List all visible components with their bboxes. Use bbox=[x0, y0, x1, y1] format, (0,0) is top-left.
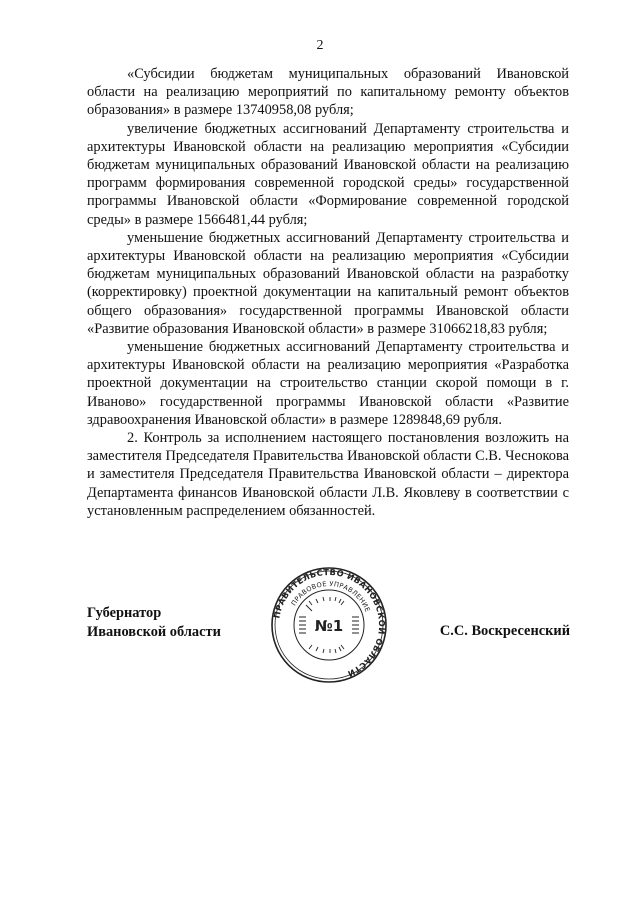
signatory-title-line-1: Губернатор bbox=[87, 605, 162, 621]
paragraph-subsidies-repair: «Субсидии бюджетам муниципальных образований Ивановской области на реализацию мероприятий по капитальному ремонту объектов образования» в размере 13740958,08 рубля; bbox=[87, 66, 569, 119]
page-number: 2 bbox=[316, 38, 324, 53]
stamp-inner-text: ПРАВОВОЕ УПРАВЛЕНИЕ bbox=[289, 579, 372, 614]
paragraph-control-clause: 2. Контроль за исполнением настоящего постановления возложить на заместителя Председателя Правительства Ивановской области С.В. Чеснокова и заместителя Председателя Правительства Ивановской области – директора Департамента финансов Ивановской области Л.В. Яковлеву в соответствии с установленным распределением обязанностей. bbox=[87, 430, 569, 519]
paragraph-decrease-ambulance-station: уменьшение бюджетных ассигнований Департаменту строительства и архитектуры Ивановской области на реализацию мероприятия «Разработка проектной документации на строительство станции скорой помощи в г. Иваново» государственной программы Ивановской области «Развитие здравоохранения Ивановской области» в размере 1289848,69 рубля. bbox=[87, 339, 569, 428]
paragraph-decrease-education-design: уменьшение бюджетных ассигнований Департаменту строительства и архитектуры Ивановской области на реализацию мероприятия «Субсидии бюджетам муниципальных образований Ивановской области на разработку (корректировку) проектной документации на капитальный ремонт объектов общего образования» государственной программы Ивановской области «Развитие образования Ивановской области» в размере 31066218,83 рубля; bbox=[87, 229, 569, 337]
stamp-outer-text: ПРАВИТЕЛЬСТВО ИВАНОВСКОЙ ОБЛАСТИ bbox=[271, 566, 388, 680]
document-body bbox=[87, 65, 569, 520]
stamp-number: №1 bbox=[314, 617, 344, 635]
signatory-name: С.С. Воскресенский bbox=[439, 623, 570, 639]
official-stamp bbox=[269, 565, 389, 685]
signatory-title bbox=[87, 604, 221, 641]
paragraph-increase-urban-environment: увеличение бюджетных ассигнований Департаменту строительства и архитектуры Ивановской области на реализацию мероприятия «Субсидии бюджетам муниципальных образований Ивановской области на реализацию программ формирования современной городской среды» государственной программы Ивановской области «Формирование современной городской среды» в размере 1566481,44 рубля; bbox=[87, 120, 569, 228]
signatory-title-line-2: Ивановской области bbox=[87, 623, 221, 640]
